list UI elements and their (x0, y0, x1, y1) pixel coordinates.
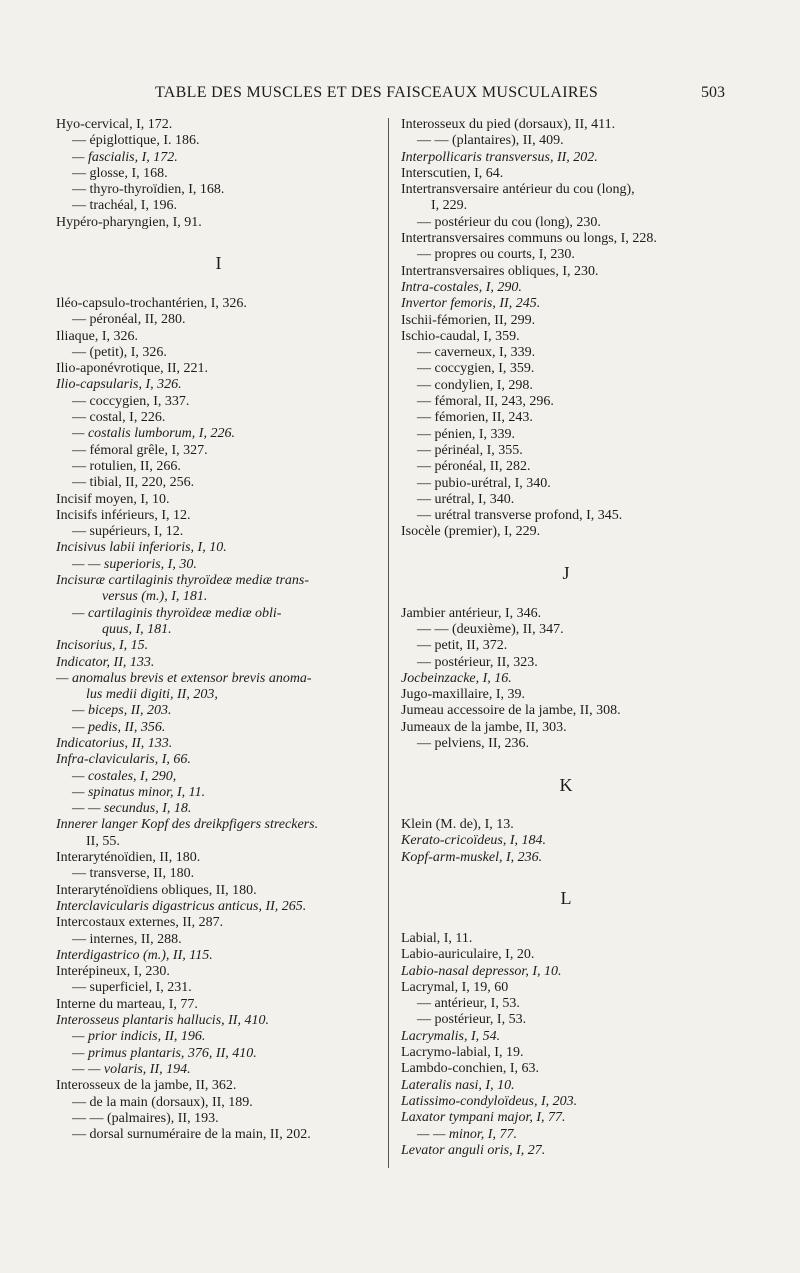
index-entry: — coccygien, I, 337. (72, 393, 190, 409)
index-entry: Intertransversaire antérieur du cou (long), (401, 182, 635, 198)
index-entry: Intertransversaires communs ou longs, I, 228. (401, 231, 657, 247)
index-entry: Labial, I, 11. (401, 930, 473, 946)
index-entry: — antérieur, I, 53. (417, 996, 520, 1012)
index-entry: Iléo-capsulo-trochantérien, I, 326. (56, 295, 247, 311)
index-entry-continuation: II, 55. (86, 833, 120, 849)
index-entry: Indicatorius, II, 133. (56, 735, 173, 751)
index-entry: Iliaque, I, 326. (56, 328, 139, 344)
index-entry: — pubio-urétral, I, 340. (417, 475, 551, 491)
index-entry: — cartilaginis thyroïdeæ mediæ obli- (72, 605, 282, 621)
index-entry: — supérieurs, I, 12. (72, 524, 184, 540)
index-entry: — spinatus minor, I, 11. (72, 784, 206, 800)
index-entry: Ischio-caudal, I, 359. (401, 328, 520, 344)
index-entry: — trachéal, I, 196. (72, 198, 177, 214)
index-entry: — postérieur, I, 53. (417, 1012, 527, 1028)
index-entry: Hypéro-pharyngien, I, 91. (56, 214, 202, 230)
index-entry: Latissimo-condyloïdeus, I, 203. (401, 1093, 578, 1109)
index-entry: — péronéal, II, 282. (417, 459, 531, 475)
index-entry: Incisivus labii inferioris, I, 10. (56, 540, 227, 556)
index-entry: Incisif moyen, I, 10. (56, 491, 170, 507)
index-entry: — urétral transverse profond, I, 345. (417, 508, 623, 524)
index-entry: — — (deuxième), II, 347. (417, 621, 564, 637)
index-entry: Intercostaux externes, II, 287. (56, 915, 224, 931)
index-entry: Kopf-arm-muskel, I, 236. (401, 849, 543, 865)
index-entry: — postérieur, II, 323. (417, 654, 538, 670)
index-entry: — caverneux, I, 339. (417, 345, 536, 361)
index-entry: Jambier antérieur, I, 346. (401, 605, 542, 621)
index-entry: — petit, II, 372. (417, 638, 508, 654)
index-entry: Ischii-fémorien, II, 299. (401, 312, 536, 328)
index-entry: Interaryténoïdiens obliques, II, 180. (56, 882, 257, 898)
index-entry: Lambdo-conchien, I, 63. (401, 1061, 540, 1077)
index-entry: Lacrymal, I, 19, 60 (401, 979, 509, 995)
index-entry: Interne du marteau, I, 77. (56, 996, 198, 1012)
index-entry: — épiglottique, I. 186. (72, 133, 200, 149)
index-entry: Infra-clavicularis, I, 66. (56, 752, 191, 768)
index-entry-continuation: I, 229. (431, 198, 468, 214)
index-entry: — pedis, II, 356. (72, 719, 166, 735)
index-entry: — (petit), I, 326. (72, 344, 167, 360)
index-entry: — internes, II, 288. (72, 931, 182, 947)
index-entry: Lacrymalis, I, 54. (401, 1028, 501, 1044)
index-entry: Interdigastrico (m.), II, 115. (56, 947, 213, 963)
index-entry: Interclavicularis digastricus anticus, II, 265. (56, 898, 307, 914)
index-entry: — coccygien, I, 359. (417, 361, 535, 377)
right-column (401, 117, 731, 1159)
index-entry: Interosseux de la jambe, II, 362. (56, 1078, 237, 1094)
index-entry: — biceps, II, 203. (72, 703, 172, 719)
index-entry: — costalis lumborum, I, 226. (72, 426, 235, 442)
index-entry: — — volaris, II, 194. (72, 1061, 191, 1077)
index-entry: — — secundus, I, 18. (72, 801, 192, 817)
index-entry: Labio-nasal depressor, I, 10. (401, 963, 562, 979)
index-entry: Klein (M. de), I, 13. (401, 817, 514, 833)
index-entry: — condylien, I, 298. (417, 377, 533, 393)
index-entry: Labio-auriculaire, I, 20. (401, 947, 535, 963)
index-entry: Ilio-aponévrotique, II, 221. (56, 361, 209, 377)
page-title: TABLE DES MUSCLES ET DES FAISCEAUX MUSCULAIRES (155, 84, 599, 101)
index-entry: Kerato-cricoïdeus, I, 184. (401, 833, 547, 849)
index-entry: — transverse, II, 180. (72, 866, 195, 882)
index-entry: Interscutien, I, 64. (401, 165, 504, 181)
index-entry: — — superioris, I, 30. (72, 556, 197, 572)
index-entry: Incisuræ cartilaginis thyroïdeæ mediæ trans- (56, 573, 310, 589)
index-entry: — postérieur du cou (long), 230. (417, 214, 601, 230)
index-entry: Incisorius, I, 15. (56, 638, 149, 654)
index-entry: Levator anguli oris, I, 27. (401, 1142, 546, 1158)
index-entry: Jumeaux de la jambe, II, 303. (401, 719, 567, 735)
section-letter-k: K (559, 774, 573, 795)
index-entry: — prior indicis, II, 196. (72, 1029, 206, 1045)
index-entry: — primus plantaris, 376, II, 410. (72, 1045, 257, 1061)
column-divider (388, 118, 389, 1168)
index-entry: Invertor femoris, II, 245. (401, 296, 541, 312)
index-entry: Laxator tympani major, I, 77. (401, 1110, 566, 1126)
index-entry: — glosse, I, 168. (72, 165, 168, 181)
index-entry: — rotulien, II, 266. (72, 458, 181, 474)
index-entry: Hyo-cervical, I, 172. (56, 117, 173, 132)
index-entry: — superficiel, I, 231. (72, 980, 192, 996)
index-entry: — costales, I, 290, (72, 768, 177, 784)
index-entry: Isocèle (premier), I, 229. (401, 524, 541, 540)
index-entry: Incisifs inférieurs, I, 12. (56, 507, 191, 523)
index-entry: — propres ou courts, I, 230. (417, 247, 575, 263)
index-entry-continuation: lus medii digiti, II, 203, (86, 687, 218, 703)
index-entry: Interosseux du pied (dorsaux), II, 411. (401, 117, 616, 132)
index-entry: Interpollicaris transversus, II, 202. (401, 149, 598, 165)
index-entry: Lacrymo-labial, I, 19. (401, 1045, 524, 1061)
index-entry: Jumeau accessoire de la jambe, II, 308. (401, 703, 621, 719)
index-entry: Interosseus plantaris hallucis, II, 410. (56, 1013, 269, 1029)
index-entry: — — minor, I, 77. (417, 1126, 517, 1142)
running-header (55, 84, 725, 108)
index-entry: Ilio-capsularis, I, 326. (56, 377, 182, 393)
index-entry: — pénien, I, 339. (417, 426, 515, 442)
index-entry: Interépineux, I, 230. (56, 964, 170, 980)
index-entry: — périnéal, I, 355. (417, 442, 523, 458)
section-letter-l: L (560, 888, 572, 909)
page-number: 503 (701, 84, 725, 101)
index-entry: — fémoral, II, 243, 296. (417, 394, 554, 410)
index-entry: — anomalus brevis et extensor brevis anoma- (56, 670, 312, 686)
index-entry: — dorsal surnuméraire de la main, II, 202. (72, 1127, 311, 1143)
left-column (56, 117, 381, 1143)
index-entry: — péronéal, II, 280. (72, 312, 186, 328)
index-entry: Intra-costales, I, 290. (401, 279, 522, 295)
index-entry: Innerer langer Kopf des dreikpfigers streckers. (56, 817, 319, 833)
index-entry: — costal, I, 226. (72, 410, 166, 426)
index-entry: Interaryténoïdien, II, 180. (56, 850, 201, 866)
index-entry: Intertransversaires obliques, I, 230. (401, 263, 599, 279)
index-entry: — thyro-thyroïdien, I, 168. (72, 182, 225, 198)
section-letter-j: J (562, 563, 570, 584)
index-entry: — pelviens, II, 236. (417, 735, 529, 751)
index-entry: — — (palmaires), II, 193. (72, 1110, 219, 1126)
index-entry: Indicator, II, 133. (56, 654, 155, 670)
index-entry: — fémorien, II, 243. (417, 410, 533, 426)
index-entry: — de la main (dorsaux), II, 189. (72, 1094, 253, 1110)
index-entry: Lateralis nasi, I, 10. (401, 1077, 515, 1093)
index-entry-continuation: quus, I, 181. (102, 621, 172, 637)
section-letter-i: I (215, 253, 222, 274)
index-entry: Jugo-maxillaire, I, 39. (401, 687, 526, 703)
index-entry-continuation: versus (m.), I, 181. (102, 589, 208, 605)
index-entry: — fascialis, I, 172. (72, 149, 178, 165)
index-entry: Jocbeinzacke, I, 16. (401, 670, 512, 686)
index-entry: — tibial, II, 220, 256. (72, 475, 195, 491)
index-entry: — fémoral grêle, I, 327. (72, 442, 208, 458)
index-entry: — urétral, I, 340. (417, 491, 515, 507)
index-entry: — — (plantaires), II, 409. (417, 133, 564, 149)
